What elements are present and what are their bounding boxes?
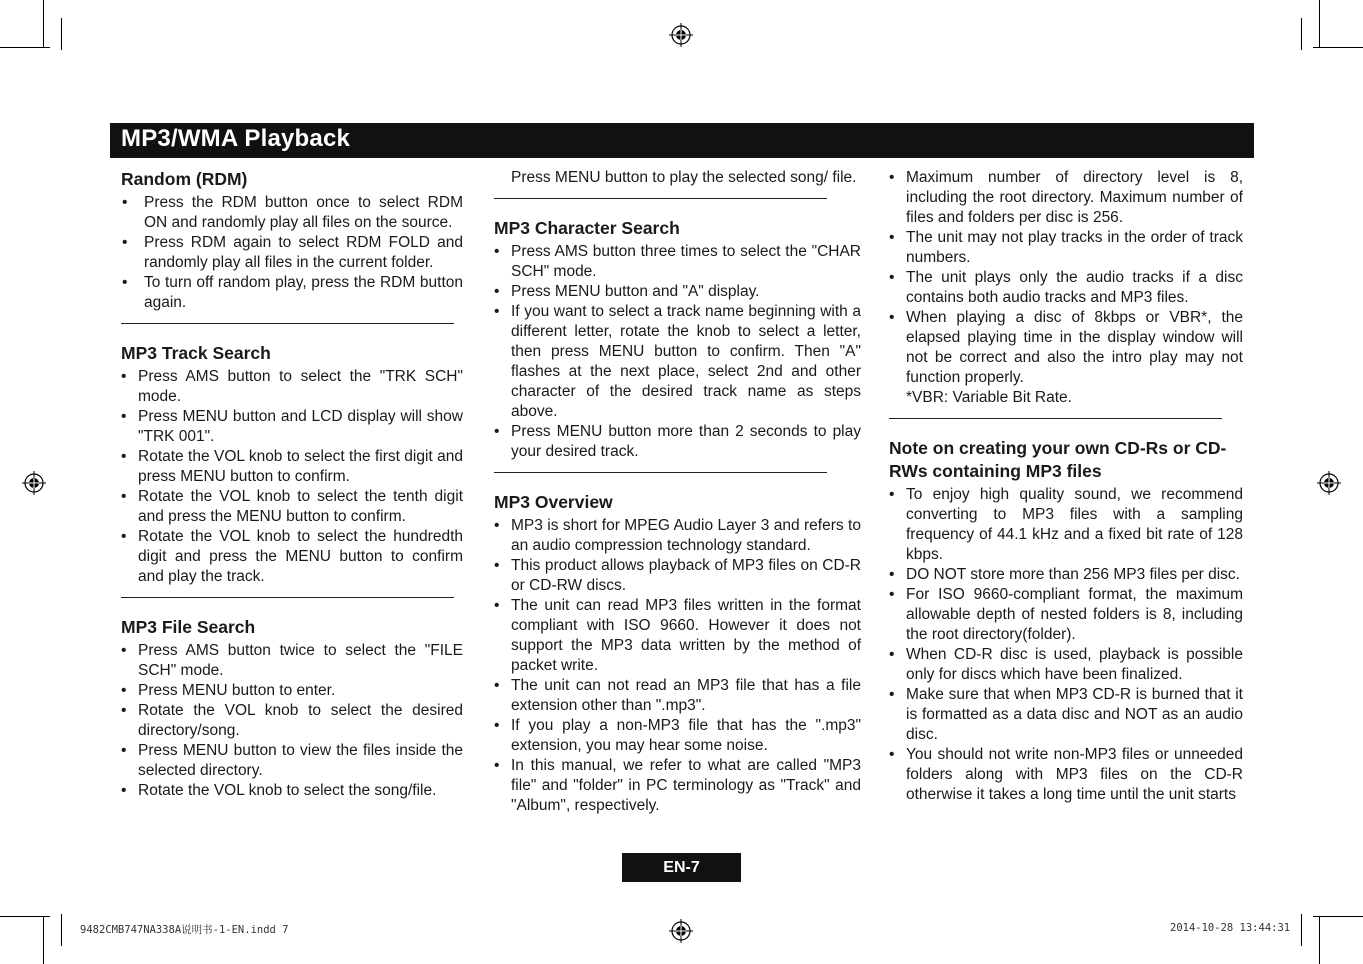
list-item: • You should not write non-MP3 files or unneeded folders along with MP3 files on the CD-R otherwise it takes a long time until the unit starts <box>889 746 1243 803</box>
bullet-icon: • <box>889 686 895 703</box>
list-item: • Press AMS button three times to select the "CHAR SCH" mode. <box>494 243 861 280</box>
print-slug-timestamp: 2014-10-28 13:44:31 <box>1170 922 1291 934</box>
list-item: • The unit can read MP3 files written in the format compliant with ISO 9660. However it does not support the MP3 data written by the method of packet write. <box>494 597 861 674</box>
bullet-icon: • <box>889 269 895 286</box>
bullet-icon: • <box>122 194 128 211</box>
list-item: • Rotate the VOL knob to select the tenth digit and press the MENU button to confirm. <box>121 488 463 525</box>
bullet-icon: • <box>889 309 895 326</box>
bullet-icon: • <box>494 757 500 774</box>
list-item: • Press RDM again to select RDM FOLD and randomly play all files in the current folder. <box>122 234 463 271</box>
list-item: • Rotate the VOL knob to select the song/file. <box>121 782 437 799</box>
list-item: • Rotate the VOL knob to select the first digit and press MENU button to confirm. <box>121 448 463 485</box>
bullet-icon: • <box>889 746 895 763</box>
list-item: • In this manual, we refer to what are called "MP3 file" and "folder" in PC terminology as "Track" and "Album", respectively. <box>494 757 861 814</box>
list-item: • To turn off random play, press the RDM button again. <box>122 274 463 311</box>
list-item: • Maximum number of directory level is 8, including the root directory. Maximum number of files and folders per disc is 256. <box>889 169 1243 226</box>
list-item: • Rotate the VOL knob to select the desired directory/song. <box>121 702 463 739</box>
crop-mark <box>1319 0 1320 48</box>
list-item: • If you play a non-MP3 file that has the ".mp3" extension, you may hear some noise. <box>494 717 861 754</box>
section-header-bar <box>110 123 1254 158</box>
bullet-icon: • <box>889 229 895 246</box>
section-divider <box>494 198 827 199</box>
list-item: • Press AMS button to select the "TRK SCH" mode. <box>121 368 463 405</box>
list-item: • Press MENU button to view the files inside the selected directory. <box>121 742 463 779</box>
bullet-icon: • <box>494 303 500 320</box>
section-divider <box>121 597 454 598</box>
bullet-icon: • <box>121 782 127 799</box>
crop-mark <box>61 18 62 50</box>
crop-mark <box>43 0 44 48</box>
list-item: • Press AMS button twice to select the "FILE SCH" mode. <box>121 642 463 679</box>
page-number: EN-7 <box>622 853 741 882</box>
section-title: MP3 Track Search <box>121 343 271 363</box>
registration-mark-icon <box>1317 471 1341 495</box>
bullet-list <box>121 367 463 587</box>
list-item: • Press MENU button more than 2 seconds to play your desired track. <box>494 423 861 460</box>
bullet-list <box>121 641 463 801</box>
section-title: Random (RDM) <box>121 169 248 189</box>
bullet-icon: • <box>121 408 127 425</box>
list-item: • Press MENU button to enter. <box>121 682 336 699</box>
list-item: • DO NOT store more than 256 MP3 files per disc. <box>889 566 1240 583</box>
section-random <box>121 168 463 313</box>
list-item: • Press the RDM button once to select RDM ON and randomly play all files on the source. <box>122 194 463 231</box>
registration-mark-icon <box>22 471 46 495</box>
list-item: • The unit can not read an MP3 file that has a file extension other than ".mp3". <box>494 677 861 714</box>
bullet-icon: • <box>494 243 500 260</box>
section-divider <box>121 323 454 324</box>
bullet-icon: • <box>889 169 895 186</box>
list-item: • Make sure that when MP3 CD-R is burned that it is formatted as a data disc and NOT as an audio disc. <box>889 686 1243 743</box>
list-item: • Rotate the VOL knob to select the hundredth digit and press the MENU button to confirm and play the track. <box>121 528 463 585</box>
list-item: • To enjoy high quality sound, we recommend converting to MP3 files with a sampling frequency of 44.1 kHz and a fixed bit rate of 128 kbps. <box>889 486 1243 563</box>
print-slug-filename: 9482CMB747NA338A说明书-1-EN.indd 7 <box>80 924 289 936</box>
bullet-list <box>121 193 463 313</box>
crop-mark <box>1313 47 1363 48</box>
section-divider <box>494 472 827 473</box>
registration-mark-icon <box>669 23 693 47</box>
vbr-note: *VBR: Variable Bit Rate. <box>906 389 1072 406</box>
bullet-icon: • <box>494 597 500 614</box>
bullet-icon: • <box>889 566 895 583</box>
section-file-search <box>121 616 463 801</box>
bullet-icon: • <box>494 677 500 694</box>
list-item: • The unit plays only the audio tracks if a disc contains both audio tracks and MP3 files. <box>889 269 1243 306</box>
section-title: MP3 Overview <box>494 492 613 512</box>
section-creating-discs <box>889 437 1243 805</box>
bullet-icon: • <box>494 283 500 300</box>
list-item: • When playing a disc of 8kbps or VBR*, the elapsed playing time in the display window will not be correct and also the intro play may not function properly. <box>889 309 1243 386</box>
crop-mark <box>61 914 62 946</box>
column-2 <box>494 168 861 816</box>
list-item: • If you want to select a track name beginning with a different letter, rotate the knob to select a letter, then press MENU button to confirm. Then "A" flashes at the next place, select 2nd and other character of the desired track name as steps above. <box>494 303 861 420</box>
bullet-icon: • <box>121 702 127 719</box>
crop-mark <box>1313 916 1363 917</box>
bullet-list <box>494 242 861 462</box>
bullet-icon: • <box>121 742 127 759</box>
list-item: • Press MENU button and LCD display will show "TRK 001". <box>121 408 463 445</box>
section-title: Note on creating your own CD-Rs or CD-RWs containing MP3 files <box>889 438 1227 481</box>
section-title: MP3 File Search <box>121 617 256 637</box>
list-item: • The unit may not play tracks in the order of track numbers. <box>889 229 1243 266</box>
page-title: MP3/WMA Playback <box>121 125 351 152</box>
crop-mark <box>1301 914 1302 946</box>
registration-mark-icon <box>669 919 693 943</box>
bullet-icon: • <box>121 682 127 699</box>
section-divider <box>889 418 1222 419</box>
bullet-icon: • <box>121 368 127 385</box>
bullet-icon: • <box>121 488 127 505</box>
section-title: MP3 Character Search <box>494 218 680 238</box>
section-overview <box>494 491 861 816</box>
file-search-continued: Press MENU button to play the selected song/ file. <box>511 169 857 186</box>
bullet-icon: • <box>121 528 127 545</box>
bullet-icon: • <box>889 586 895 603</box>
list-item: • Press MENU button and "A" display. <box>494 283 760 300</box>
bullet-list <box>889 168 1243 388</box>
crop-mark <box>1301 18 1302 50</box>
section-track-search <box>121 342 463 587</box>
bullet-icon: • <box>494 423 500 440</box>
bullet-icon: • <box>121 448 127 465</box>
column-3 <box>889 168 1243 805</box>
bullet-icon: • <box>889 486 895 503</box>
section-character-search <box>494 217 861 462</box>
list-item: • For ISO 9660-compliant format, the maximum allowable depth of nested folders is 8, including the root directory(folder). <box>889 586 1243 643</box>
list-item: • MP3 is short for MPEG Audio Layer 3 and refers to an audio compression technology standard. <box>494 517 861 554</box>
bullet-icon: • <box>494 517 500 534</box>
crop-mark <box>43 916 44 964</box>
bullet-icon: • <box>121 642 127 659</box>
bullet-icon: • <box>122 234 128 251</box>
column-1 <box>121 168 463 801</box>
bullet-list <box>494 516 861 816</box>
bullet-icon: • <box>494 557 500 574</box>
list-item: • When CD-R disc is used, playback is possible only for discs which have been finalized. <box>889 646 1243 683</box>
bullet-icon: • <box>889 646 895 663</box>
list-item: • This product allows playback of MP3 files on CD-R or CD-RW discs. <box>494 557 861 594</box>
bullet-icon: • <box>122 274 128 291</box>
bullet-icon: • <box>494 717 500 734</box>
crop-mark <box>1319 916 1320 964</box>
bullet-list <box>889 485 1243 805</box>
